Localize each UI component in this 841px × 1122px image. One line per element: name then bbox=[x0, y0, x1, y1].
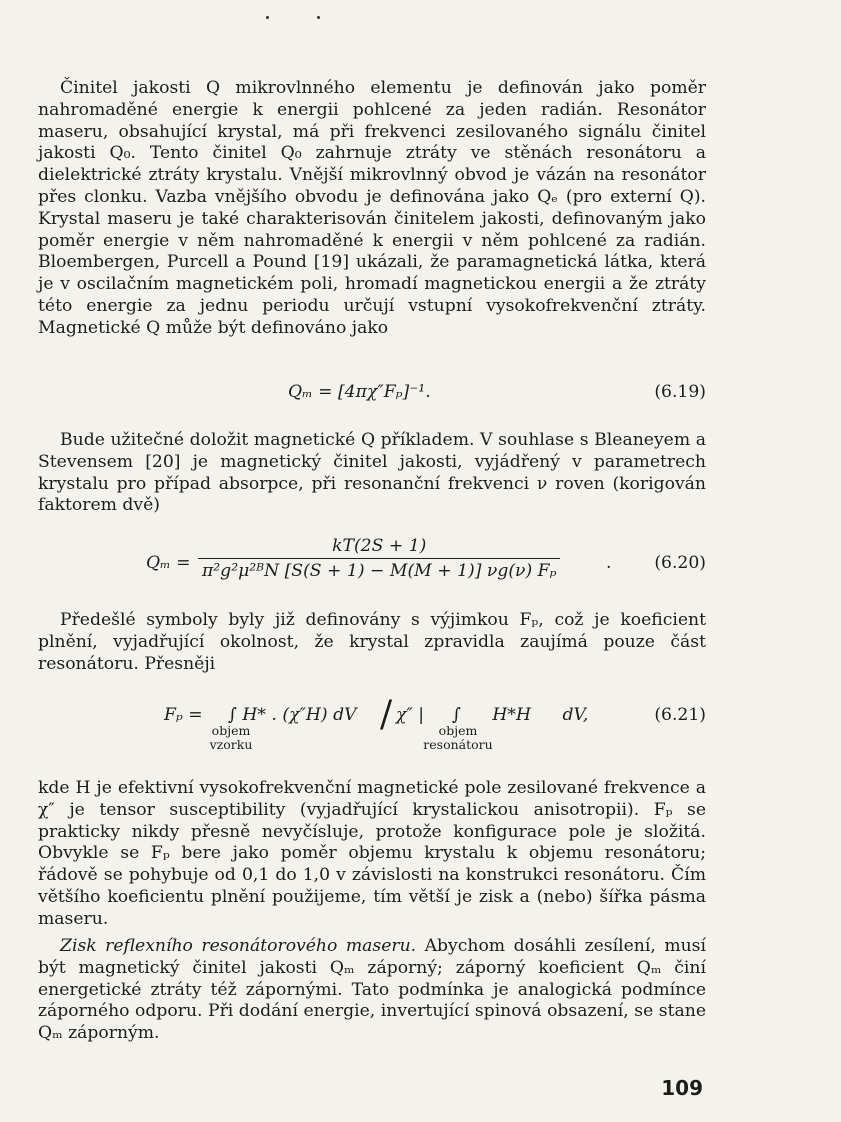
paragraph-text: Činitel jakosti Q mikrovlnného elementu je definován jako poměr nahromaděné energie k energii pohlcené za jeden radián. Resonátor maseru, obsahující krystal, má při frekvenci zesilovaného signálu činitel jakosti Q₀. Tento činitel Q₀ zahrnuje ztráty ve stěnách resonátoru a dielektrické ztráty krystalu. Vnější mikrovlnný obvod je vázán na resonátor přes clonku. Vazba vnějšího obvodu je definována jako Qₑ (pro externí Q). Krystal maseru je také charakterisován činitelem jakosti, definovaným jako poměr energie v něm nahromaděné k energii v něm pohlcené za radián. Bloembergen, Purcell a Pound [19] ukázali, že paramagnetická látka, která je v oscilačním magnetickém poli, hromadí magnetickou energii a že ztráty této energie za jednu periodu určují vstupní vysokofrekvenční ztráty. Magnetické Q může být definováno jako bbox=[38, 78, 706, 338]
page-number: 109 bbox=[661, 1076, 703, 1100]
equation-trail: . bbox=[606, 553, 612, 573]
equation-number: (6.21) bbox=[654, 705, 706, 725]
equation-number: (6.20) bbox=[654, 553, 706, 573]
integral-2: ∫ H*H dV, bbox=[452, 705, 589, 725]
paragraph-content bbox=[38, 936, 706, 1045]
paragraph-text: Bude užitečné doložit magnetické Q příkladem. V souhlase s Bleaneyem a Stevensem [20] je magnetický činitel jakosti, vyjádřený v parametrech krystalu pro případ absorpce, při resonanční frekvenci ν roven (korigován faktorem dvě) bbox=[38, 430, 706, 516]
speck bbox=[266, 16, 269, 19]
paragraph-quality-factor bbox=[38, 78, 706, 340]
equation-number: (6.19) bbox=[654, 382, 706, 402]
paragraph-text: Předešlé symboly byly již definovány s výjimkou Fₚ, což je koeficient plnění, vyjadřující okolnost, že krystal zpravidla zaujímá pouze část resonátoru. Přesněji bbox=[38, 610, 706, 674]
integral-1-limit bbox=[206, 724, 256, 752]
equation-lhs: Qₘ = bbox=[146, 553, 191, 573]
fraction bbox=[198, 536, 560, 581]
equation-body: Qₘ = [4πχ″Fₚ]⁻¹. bbox=[288, 382, 431, 402]
slash: / bbox=[380, 694, 393, 735]
fraction-numerator: kT(2S + 1) bbox=[332, 536, 427, 556]
limit-line: objem bbox=[438, 723, 478, 738]
limit-line: resonátoru bbox=[423, 737, 493, 752]
limit-line: vzorku bbox=[209, 737, 253, 752]
equation-6-20 bbox=[38, 536, 706, 592]
integral-2-limit bbox=[416, 724, 500, 752]
fraction-denominator: π²g²μ²ᴮN [S(S + 1) − M(M + 1)] νg(ν) Fₚ bbox=[198, 558, 560, 581]
limit-line: objem bbox=[211, 723, 251, 738]
paragraph-text: Abychom dosáhli zesílení, musí být magnetický činitel jakosti Qₘ záporný; záporný koeficient Qₘ činí energetické ztráty též zápornými. Tato podmínka je analogická podmínce záporného odporu. Při dodání energie, invertující spinová obsazení, se stane Qₘ záporným. bbox=[38, 936, 706, 1044]
speck bbox=[317, 16, 320, 19]
equation-6-21 bbox=[38, 694, 706, 760]
paragraph-magnetic-q-example bbox=[38, 430, 706, 517]
paragraph-reflection-maser-gain bbox=[38, 936, 706, 1045]
integral-1: ∫ H* . (χ″H) dV bbox=[228, 705, 357, 725]
paragraph-field-definition bbox=[38, 778, 706, 931]
chi-term: χ″ | bbox=[396, 705, 425, 725]
paragraph-filling-factor bbox=[38, 610, 706, 675]
equation-lhs: Fₚ = bbox=[164, 705, 203, 725]
paragraph-text: kde H je efektivní vysokofrekvenční magnetické pole zesilované frekvence a χ″ je tensor susceptibility (vyjadřující krystalickou anisotropii). Fₚ se prakticky nikdy přesně nevyčísluje, protože konfigurace pole je složitá. Obvykle se Fₚ bere jako poměr objemu krystalu k objemu resonátoru; řádově se pohybuje od 0,1 do 1,0 v závislosti na konstrukci resonátoru. Čím většího koeficientu plnění použijeme, tím větší je zisk a (nebo) šířka pásma maseru. bbox=[38, 778, 706, 929]
section-heading: Zisk reflexního resonátorového maseru. bbox=[60, 936, 417, 956]
